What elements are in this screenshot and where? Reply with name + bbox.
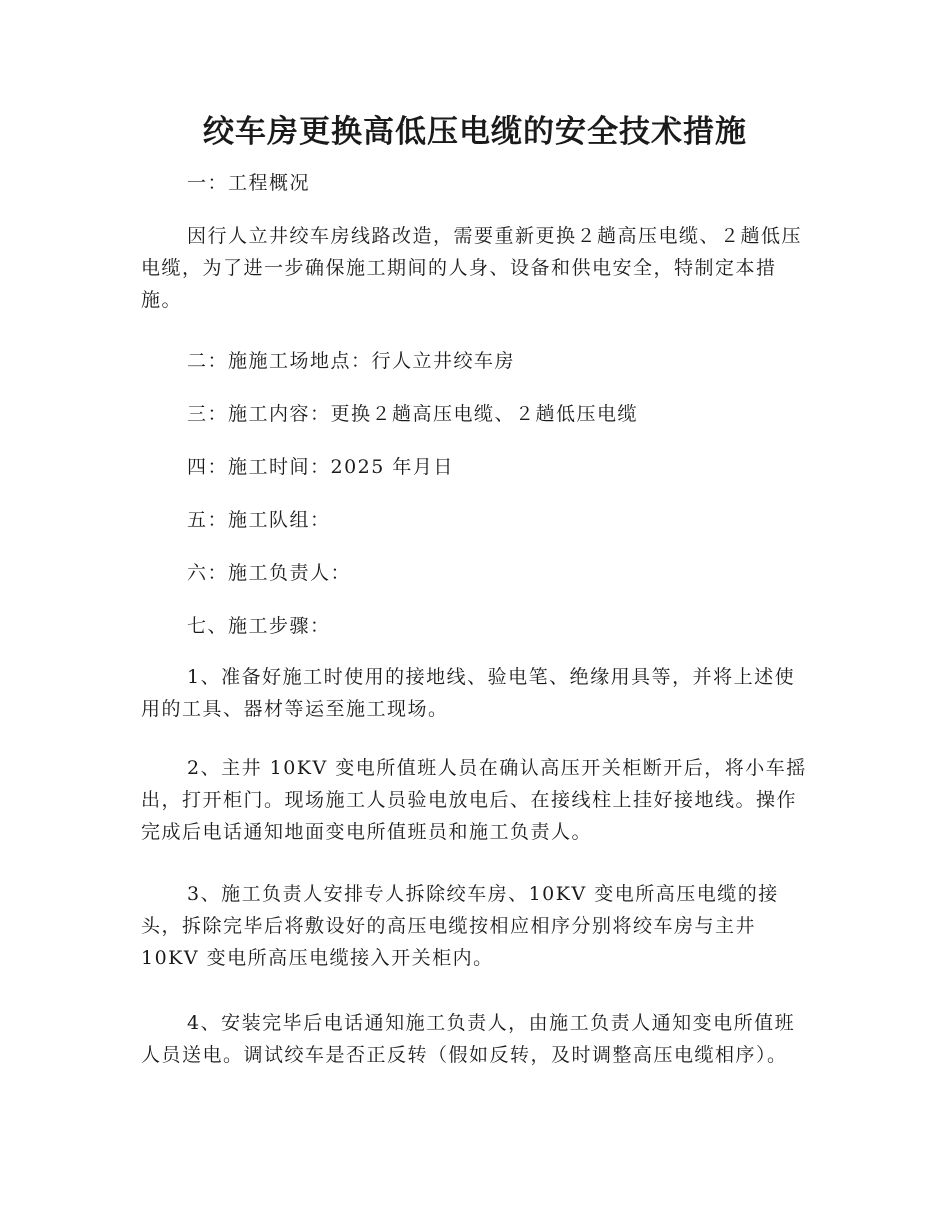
section-2-location: 二：施施工场地点：行人立井绞车房: [187, 350, 516, 372]
step-paragraph: 4、安装完毕后电话通知施工负责人，由施工负责人通知变电所值班人员送电。调试绞车是否正反转（假如反转，及时调整高压电缆相序）。: [141, 1012, 796, 1066]
section-7-heading: 七、施工步骤：: [187, 615, 331, 637]
section-3-content: 三：施工内容：更换２趟高压电缆、２趟低压电缆: [187, 403, 639, 425]
section-5-team: 五：施工队组：: [187, 509, 331, 531]
section-1-heading: 一：工程概况: [187, 172, 311, 194]
document-title: 绞车房更换高低压电缆的安全技术措施: [203, 114, 747, 150]
section-6-leader: 六：施工负责人：: [187, 562, 352, 584]
step-paragraph: 1、准备好施工时使用的接地线、验电笔、绝缘用具等，并将上述使用的工具、器材等运至施工现场。: [141, 666, 796, 720]
step-paragraph: 2、主井 10KV 变电所值班人员在确认高压开关柜断开后，将小车摇出，打开柜门。现场施工人员验电放电后、在接线柱上挂好接地线。操作完成后电话通知地面变电所值班员和施工负责人。: [141, 757, 807, 843]
section-1-body: 因行人立井绞车房线路改造，需要重新更换２趟高压电缆、２趟低压电缆，为了进一步确保施工期间的人身、设备和供电安全，特制定本措施。: [141, 225, 803, 311]
section-4-time: 四：施工时间：2025 年月日: [187, 456, 454, 478]
step-paragraph: 3、施工负责人安排专人拆除绞车房、10KV 变电所高压电缆的接头，拆除完毕后将敷设好的高压电缆按相应相序分别将绞车房与主井 10KV 变电所高压电缆接入开关柜内。: [141, 883, 779, 969]
